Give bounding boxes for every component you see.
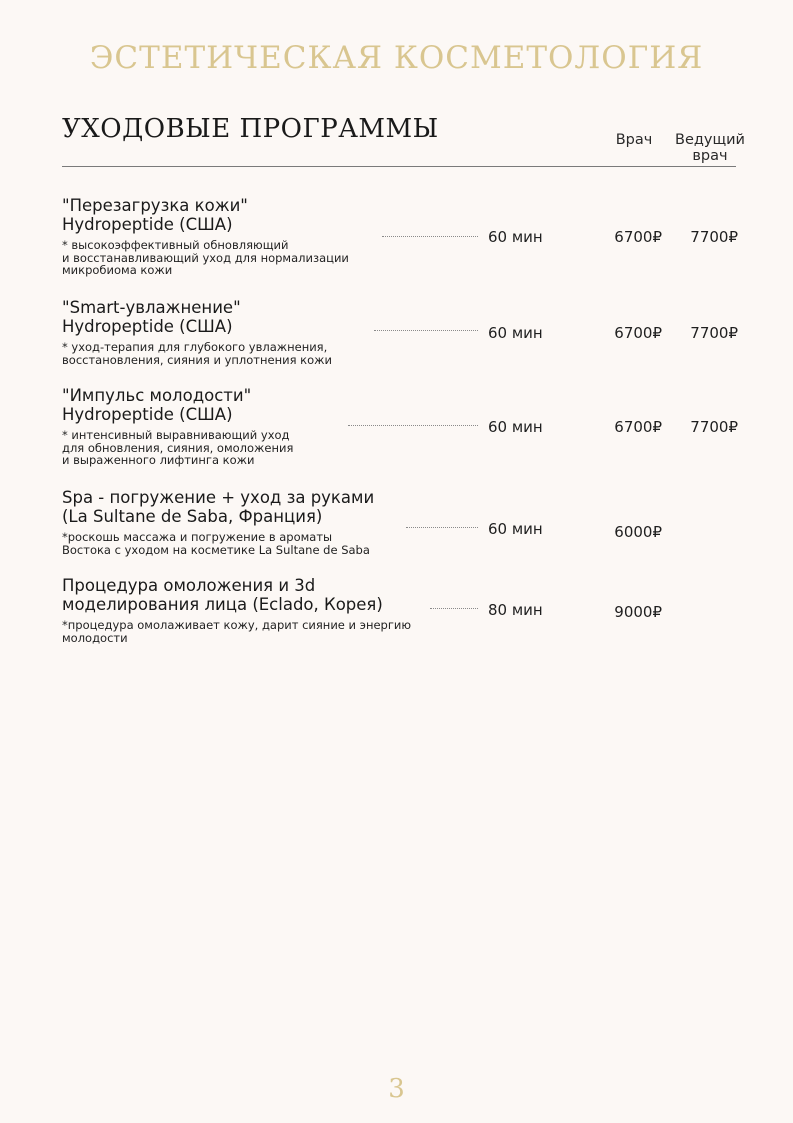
service-description: *процедура омолаживает кожу, дарит сияние и энергию молодости — [62, 618, 412, 645]
service-description: * высокоэффективный обновляющий и восстанавливающий уход для нормализации микробиома кожи — [62, 238, 349, 277]
service-item — [62, 196, 752, 277]
service-description: * интенсивный выравнивающий уход для обновления, сияния, омоложения и выраженного лифтинга кожи — [62, 428, 294, 467]
service-duration: 80 мин — [488, 601, 543, 619]
section-title: УХОДОВЫЕ ПРОГРАММЫ — [62, 114, 439, 144]
column-header-lead-doctor: Ведущий врач — [675, 132, 745, 164]
service-name: "Импульс молодости" Hydropeptide (США) — [62, 386, 252, 424]
price-doctor: 6000₽ — [614, 523, 662, 541]
service-duration: 60 мин — [488, 520, 543, 538]
service-description: *роскошь массажа и погружение в ароматы Востока с уходом на косметике La Sultane de Saba — [62, 530, 370, 557]
dot-leader — [430, 606, 478, 609]
price-doctor: 9000₽ — [614, 603, 662, 621]
dot-leader — [348, 423, 478, 426]
service-item — [62, 576, 752, 644]
dot-leader — [406, 525, 478, 528]
dot-leader — [374, 328, 478, 331]
service-item — [62, 488, 752, 556]
page-number: 3 — [388, 1074, 405, 1104]
brand-title: ЭСТЕТИЧЕСКАЯ КОСМЕТОЛОГИЯ — [89, 40, 704, 76]
service-name: Spa - погружение + уход за руками (La Sultane de Saba, Франция) — [62, 488, 375, 526]
service-description: * уход-терапия для глубокого увлажнения, восстановления, сияния и уплотнения кожи — [62, 340, 332, 367]
service-duration: 60 мин — [488, 228, 543, 246]
service-item — [62, 298, 752, 366]
price-doctor: 6700₽ — [614, 418, 662, 436]
service-name: Процедура омоложения и 3d моделирования лица (Eclado, Корея) — [62, 576, 383, 614]
service-duration: 60 мин — [488, 418, 543, 436]
price-lead-doctor: 7700₽ — [690, 324, 738, 342]
price-doctor: 6700₽ — [614, 228, 662, 246]
dot-leader — [382, 234, 478, 237]
header-divider — [62, 166, 736, 167]
service-duration: 60 мин — [488, 324, 543, 342]
service-name: "Smart-увлажнение" Hydropeptide (США) — [62, 298, 241, 336]
service-item — [62, 386, 752, 467]
column-header-doctor: Врач — [615, 132, 653, 148]
service-name: "Перезагрузка кожи" Hydropeptide (США) — [62, 196, 248, 234]
price-doctor: 6700₽ — [614, 324, 662, 342]
price-lead-doctor: 7700₽ — [690, 418, 738, 436]
price-lead-doctor: 7700₽ — [690, 228, 738, 246]
